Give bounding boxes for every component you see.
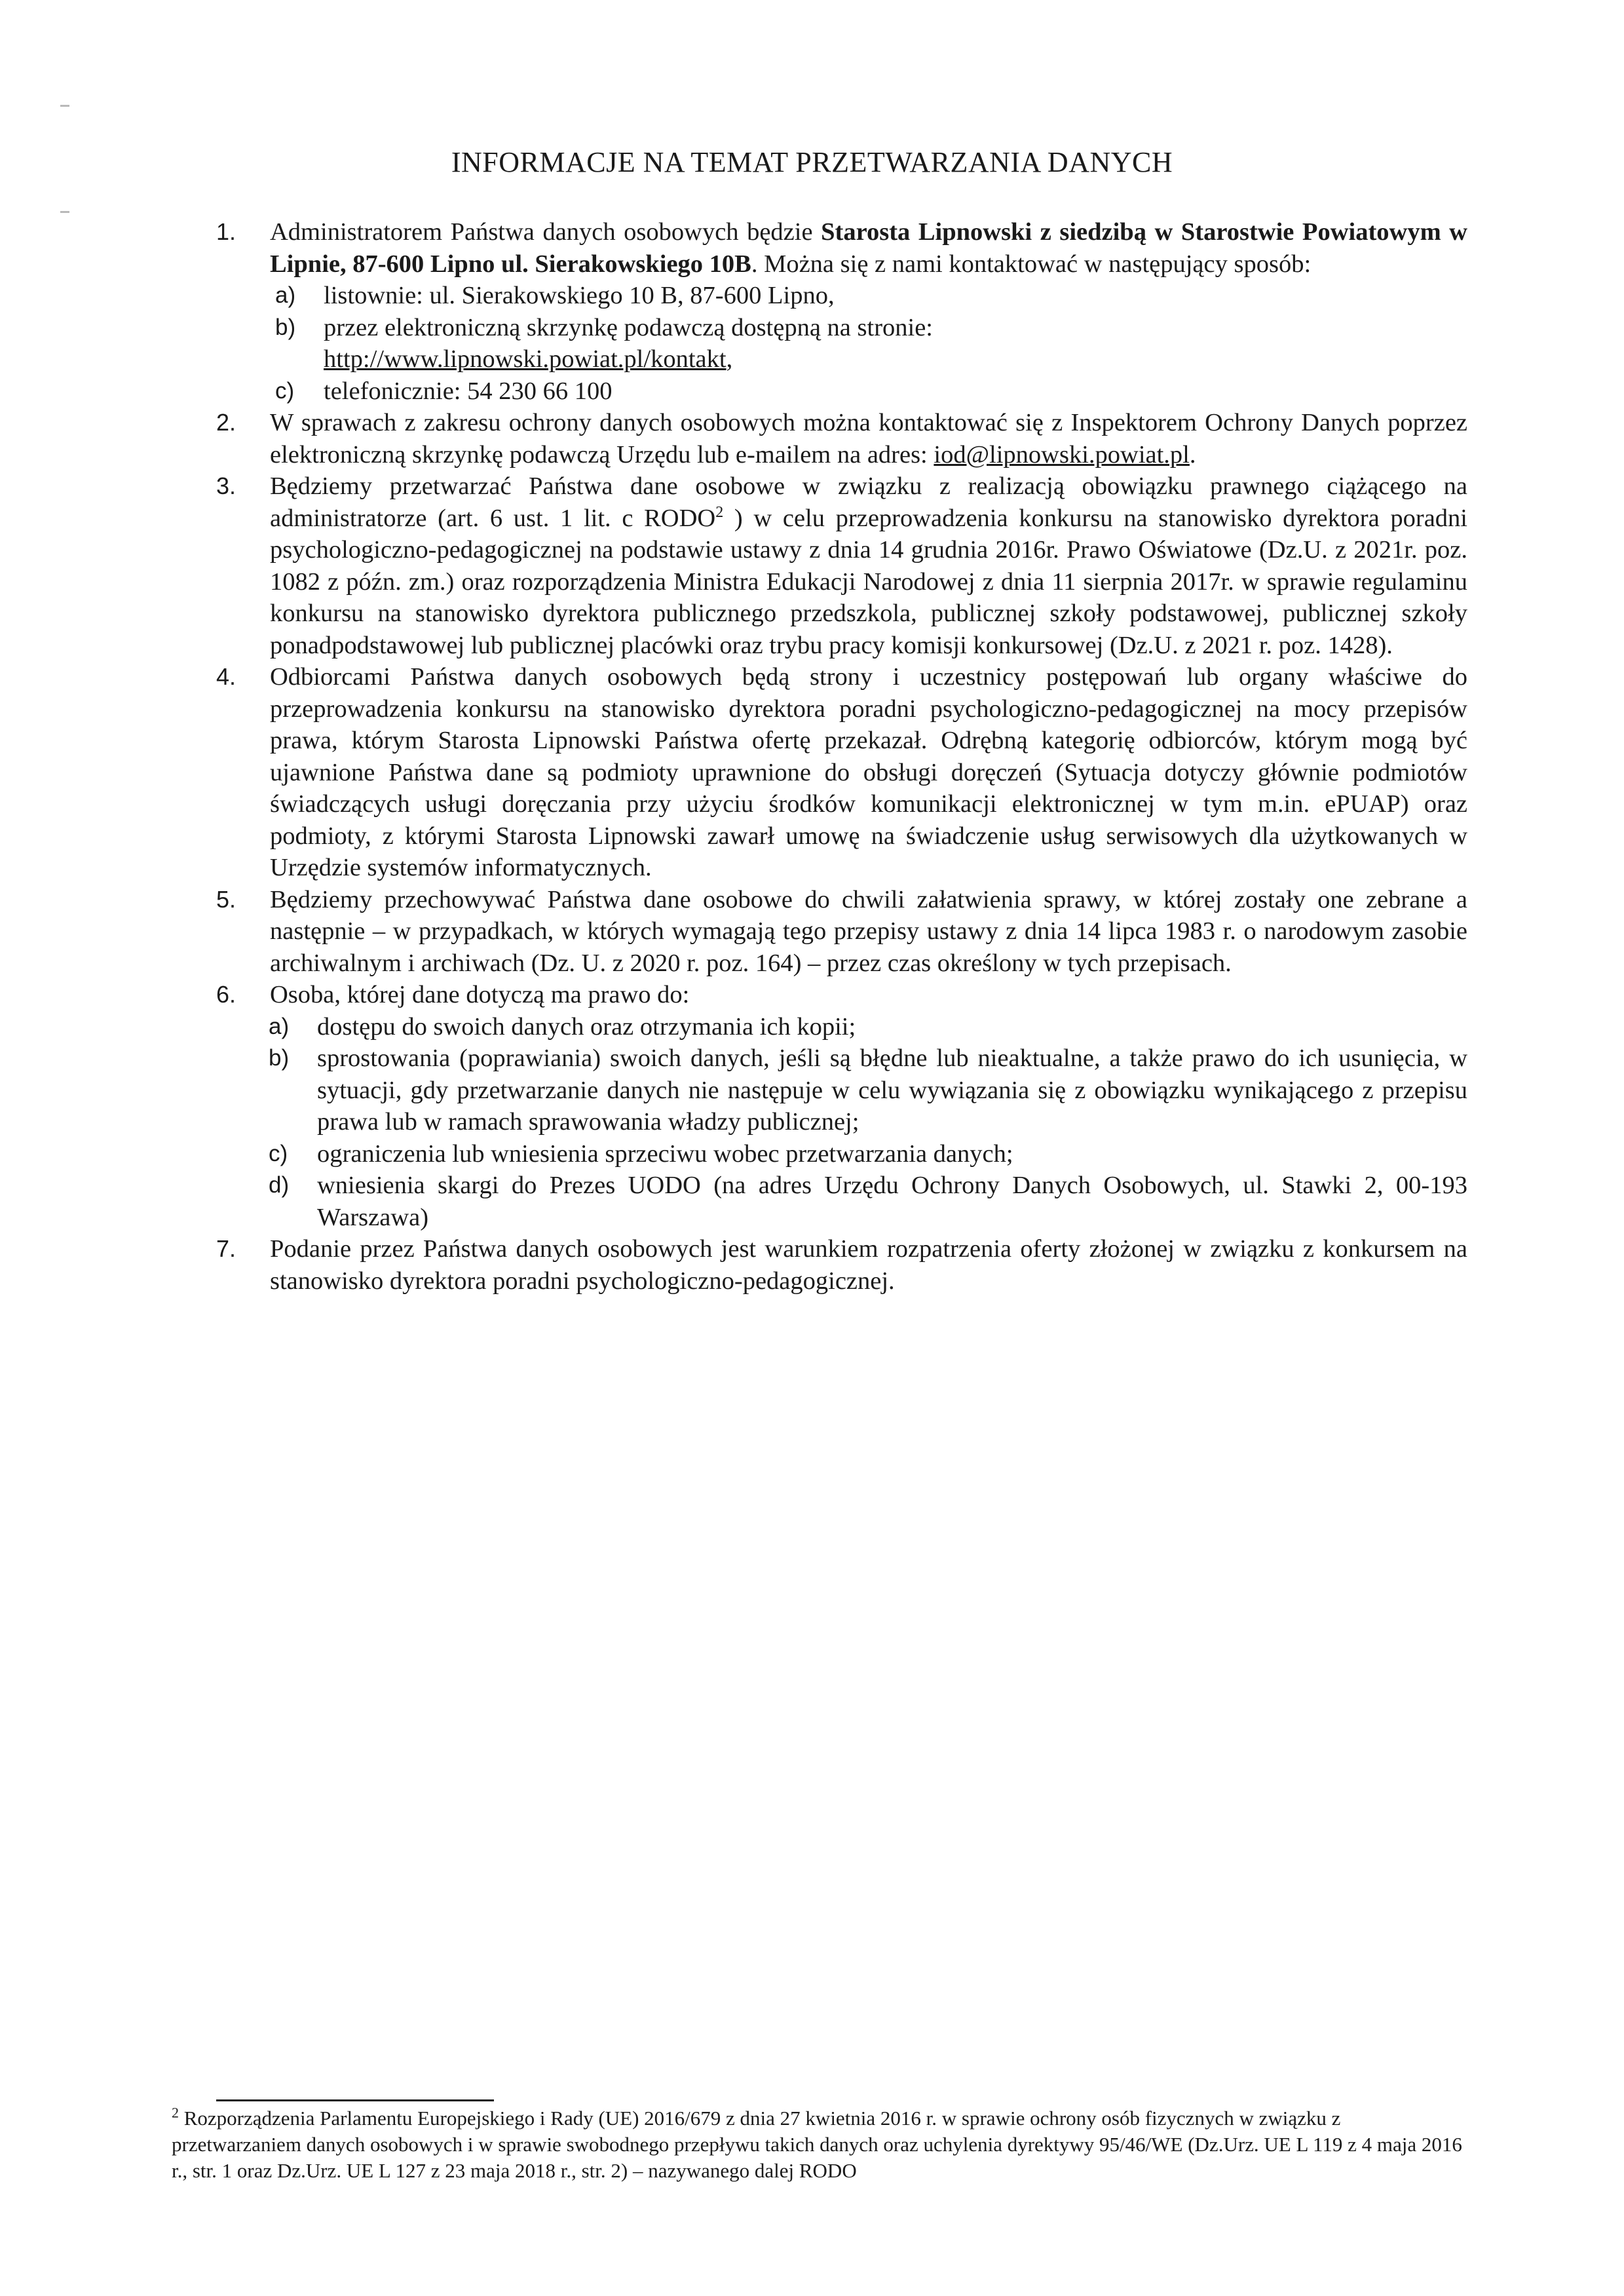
contact-methods-list [275,280,1467,407]
clause-number: 6. [216,981,236,1008]
sub-text: przez elektroniczną skrzynkę podawczą dostępną na stronie: [324,313,933,341]
clause-number: 4. [216,663,236,690]
clause-3 [216,470,1467,661]
clause-text: W sprawach z zakresu ochrony danych osobowych można kontaktować się z Inspektorem Ochrony Danych poprzez elektroniczną skrzynkę podawczą Urzędu lub e-mailem na adres: [270,409,1467,469]
punctuation: . [1189,440,1196,469]
clause-number: 1. [216,218,236,245]
sub-text: wniesienia skargi do Prezes UODO (na adres Urzędu Ochrony Danych Osobowych, ul. Stawki 2, 00-193 Warszawa) [317,1172,1467,1231]
footnote [172,2105,1469,2184]
document-title: INFORMACJE NA TEMAT PRZETWARZANIA DANYCH [451,146,1173,178]
clause-6 [216,979,1467,1233]
right-item [269,1043,1467,1138]
clause-text: Będziemy przetwarzać Państwa dane osobowe w związku z realizacją obowiązku prawnego ciążącego na administratorze (art. 6 ust. 1 lit. c RODO [270,472,1467,532]
clause-2 [216,407,1467,470]
footnote-divider [216,2099,494,2101]
contact-method [275,375,1467,408]
administrator-name: Starosta Lipnowski z siedzibą w Starostwie Powiatowym w Lipnie, 87-600 Lipno ul. Sierakowskiego 10B [270,218,1467,278]
sub-letter: d) [269,1172,290,1198]
footnote-marker: 2 [172,2104,179,2121]
sub-letter: a) [269,1013,290,1039]
footnote-text: Rozporządzenia Parlamentu Europejskiego i Rady (UE) 2016/679 z dnia 27 kwietnia 2016 r. w sprawie ochrony osób fizycznych w związku z przetwarzaniem danych osobowych i w sprawie swobodnego przepływu takich danych oraz uchylenia dyrektywy 95/46/WE (Dz.Urz. UE L 119 z 4 maja 2016 r., str. 1 oraz Dz.Urz. UE L 127 z 23 maja 2018 r., str. 2) – nazywanego dalej RODO [172,2107,1462,2182]
sub-letter: a) [275,282,296,308]
clause-4 [216,661,1467,884]
contact-method [275,280,1467,312]
scan-artifact [60,211,69,213]
sub-letter: b) [275,314,296,340]
contact-method [275,312,1467,375]
sub-text: dostępu do swoich danych oraz otrzymania ich kopii; [317,1012,856,1041]
clause-5 [216,884,1467,980]
clause-text: ) w celu przeprowadzenia konkursu na stanowisko dyrektora poradni psychologiczno-pedagogicznej na podstawie ustawy z dnia 14 grudnia 2016r. Prawo Oświatowe (Dz.U. z 2021r. poz. 1082 z późn. zm.) oraz rozporządzenia Ministra Edukacji Narodowej z dnia 11 sierpnia 2017r. w sprawie regulaminu konkursu na stanowisko dyrektora publicznego przedszkola, publicznej szkoły podstawowej, publicznej szkoły ponadpodstawowej lub publicznej placówki oraz trybu pracy komisji konkursowej (Dz.U. z 2021 r. poz. 1428). [270,504,1467,659]
sub-letter: b) [269,1045,290,1071]
clause-text: Odbiorcami Państwa danych osobowych będą strony i uczestnicy postępowań lub organy właściwe do przeprowadzenia konkursu na stanowisko dyrektora poradni psychologiczno-pedagogicznej na mocy przepisów prawa, którym Starosta Lipnowski Państwa ofertę przekazał. Odrębną kategorię odbiorców, którym mogą być ujawnione Państwa dane są podmioty uprawnione do obsługi doręczeń (Sytuacja dotyczy głównie podmiotów świadczących usługi doręczania przy użyciu środków komunikacji elektronicznej w tym m.in. ePUAP) oraz podmioty, z którymi Starosta Lipnowski zawarł umowę na świadczenie usług serwisowych dla użytkowanych w Urzędzie systemów informatycznych. [270,663,1467,881]
clause-text: . Można się z nami kontaktować w następujący sposób: [751,250,1312,278]
clause-text: Podanie przez Państwa danych osobowych jest warunkiem rozpatrzenia oferty złożonej w związku z konkursem na stanowisko dyrektora poradni psychologiczno-pedagogicznej. [270,1235,1467,1295]
clause-text: Administratorem Państwa danych osobowych będzie [270,218,821,246]
sub-text: ograniczenia lub wniesienia sprzeciwu wobec przetwarzania danych; [317,1139,1013,1168]
clause-number: 2. [216,409,236,436]
document-body [216,216,1467,1297]
clauses-list [216,216,1467,1297]
email-link[interactable]: iod@lipnowski.powiat.pl [934,440,1190,469]
rights-list [269,1011,1467,1234]
sub-letter: c) [269,1140,288,1166]
right-item [269,1170,1467,1233]
right-item [269,1011,1467,1043]
sub-text: sprostowania (poprawiania) swoich danych, jeśli są błędne lub nieaktualne, a także prawo do ich usunięcia, w sytuacji, gdy przetwarzanie danych nie następuje w celu wywiązania się z obowiązku wynikającego z przepisu prawa lub w ramach sprawowania władzy publicznej; [317,1044,1467,1136]
clause-number: 5. [216,885,236,913]
sub-letter: c) [275,377,295,404]
right-item [269,1138,1467,1170]
contact-link[interactable]: http://www.lipnowski.powiat.pl/kontakt [324,345,727,373]
clause-7 [216,1233,1467,1297]
scan-artifact [60,105,69,107]
clause-1 [216,216,1467,407]
sub-text: listownie: ul. Sierakowskiego 10 B, 87-600 Lipno, [324,282,835,309]
clause-text: Osoba, której dane dotyczą ma prawo do: [270,981,690,1008]
clause-number: 3. [216,472,236,499]
punctuation: , [726,345,733,373]
clause-text: Będziemy przechowywać Państwa dane osobowe do chwili załatwienia sprawy, w której zostały one zebrane a następnie – w przypadkach, w których wymagają tego przepisy ustawy z dnia 14 lipca 1983 r. o narodowym zasobie archiwalnym i archiwach (Dz. U. z 2020 r. poz. 164) – przez czas określony w tych przepisach. [270,885,1467,977]
footnote-reference: 2 [715,503,724,521]
clause-number: 7. [216,1235,236,1262]
sub-text: telefonicznie: 54 230 66 100 [324,377,613,405]
